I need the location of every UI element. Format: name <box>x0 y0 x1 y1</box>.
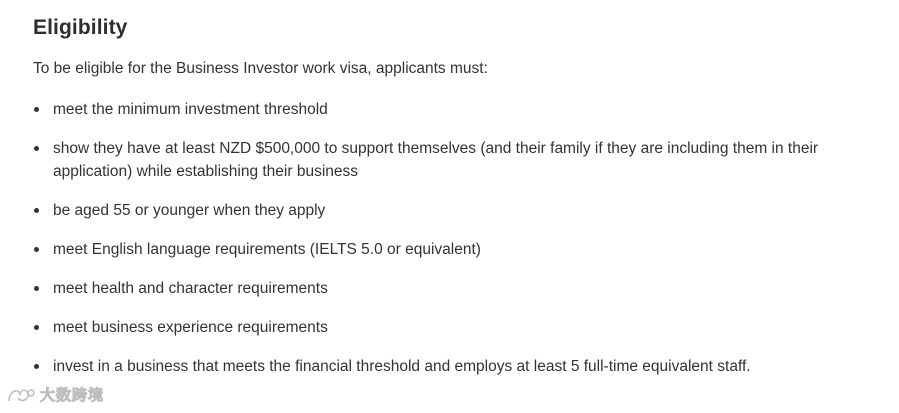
list-item <box>33 199 883 222</box>
bullet-icon <box>34 107 39 112</box>
list-item <box>33 355 883 378</box>
intro-text: To be eligible for the Business Investor work visa, applicants must: <box>33 60 488 77</box>
list-item-text: meet English language requirements (IELTS 5.0 or equivalent) <box>53 241 481 258</box>
list-item-text: be aged 55 or younger when they apply <box>53 202 326 219</box>
list-item <box>33 137 883 183</box>
list-item-text: meet business experience requirements <box>53 319 328 336</box>
list-item-text: meet health and character requirements <box>53 280 328 297</box>
eligibility-list <box>33 98 883 378</box>
list-item <box>33 98 883 121</box>
bullet-icon <box>34 146 39 151</box>
list-item <box>33 277 883 300</box>
watermark-logo-icon <box>6 385 36 405</box>
bullet-icon <box>34 286 39 291</box>
section-heading: Eligibility <box>33 16 128 39</box>
list-item <box>33 238 883 261</box>
list-item-text: meet the minimum investment threshold <box>53 101 328 118</box>
watermark <box>6 384 104 405</box>
eligibility-section <box>33 14 883 394</box>
watermark-text: 大数跨境 <box>40 386 105 404</box>
bullet-icon <box>34 364 39 369</box>
bullet-icon <box>34 208 39 213</box>
list-item-text: invest in a business that meets the financial threshold and employs at least 5 full-time equivalent staff. <box>53 358 751 375</box>
list-item <box>33 316 883 339</box>
list-item-text: show they have at least NZD $500,000 to support themselves (and their family if they are including them in their application) while establishing their business <box>53 140 819 180</box>
bullet-icon <box>34 247 39 252</box>
bullet-icon <box>34 325 39 330</box>
